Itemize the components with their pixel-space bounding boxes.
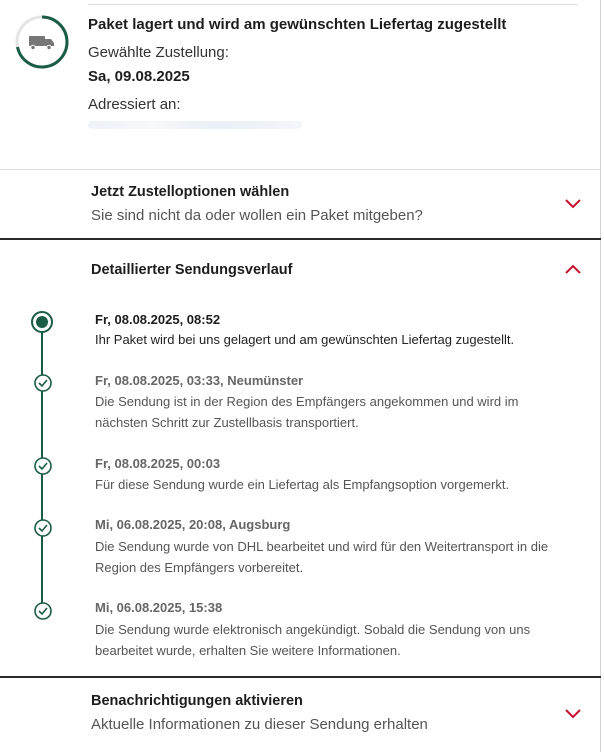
accordion-subtitle: Sie sind nicht da oder wollen ein Paket mitgeben?: [91, 207, 423, 224]
chevron-down-icon[interactable]: [563, 707, 583, 721]
shipment-status: [0, 0, 601, 168]
selected-delivery-label: Gewählte Zustellung:: [88, 44, 229, 61]
top-divider: [88, 4, 578, 5]
address-label: Adressiert an:: [88, 96, 181, 113]
event-heading: Fr, 08.08.2025, 08:52: [95, 312, 221, 327]
event-text: Die Sendung wurde von DHL bearbeitet und wird für den Weitertransport in die Region des Empfängers vorbereitet.: [95, 539, 549, 575]
event-text: Die Sendung wurde elektronisch angekündigt. Sobald die Sendung von uns bearbeitet wurde, erhalten Sie weitere Informationen.: [95, 622, 531, 658]
accordion-title: Benachrichtigungen aktivieren: [91, 693, 303, 709]
divider: [0, 169, 601, 170]
check-icon: [34, 519, 52, 537]
chevron-down-icon[interactable]: [563, 197, 583, 211]
event-text: Für diese Sendung wurde ein Liefertag als Empfangsoption vorgemerkt.: [95, 477, 510, 492]
selected-delivery-date: Sa, 09.08.2025: [88, 68, 190, 85]
status-title: Paket lagert und wird am gewünschten Liefertag zugestellt: [88, 16, 507, 33]
event-text: Die Sendung ist in der Region des Empfängers angekommen und wird im nächsten Schritt zur Zustellbasis transportiert.: [95, 394, 519, 430]
accordion-title: Detaillierter Sendungsverlauf: [91, 262, 293, 278]
check-icon: [34, 374, 52, 392]
event-heading: Mi, 06.08.2025, 20:08, Augsburg: [95, 517, 291, 532]
check-icon: [34, 457, 52, 475]
accordion-subtitle: Aktuelle Informationen zu dieser Sendung erhalten: [91, 716, 428, 733]
chevron-up-icon[interactable]: [563, 262, 583, 276]
event-heading: Fr, 08.08.2025, 03:33, Neumünster: [95, 373, 304, 388]
timeline-current-dot-icon: [31, 311, 53, 333]
accordion-title: Jetzt Zustelloptionen wählen: [91, 184, 290, 200]
divider: [0, 676, 601, 678]
address-redacted: [88, 121, 302, 129]
event-text: Ihr Paket wird bei uns gelagert und am gewünschten Liefertag zugestellt.: [95, 332, 515, 347]
divider: [0, 238, 601, 240]
event-heading: Fr, 08.08.2025, 00:03: [95, 456, 221, 471]
status-progress-ring: [14, 14, 70, 70]
truck-icon: [29, 36, 54, 50]
check-icon: [34, 602, 52, 620]
event-heading: Mi, 06.08.2025, 15:38: [95, 600, 223, 615]
